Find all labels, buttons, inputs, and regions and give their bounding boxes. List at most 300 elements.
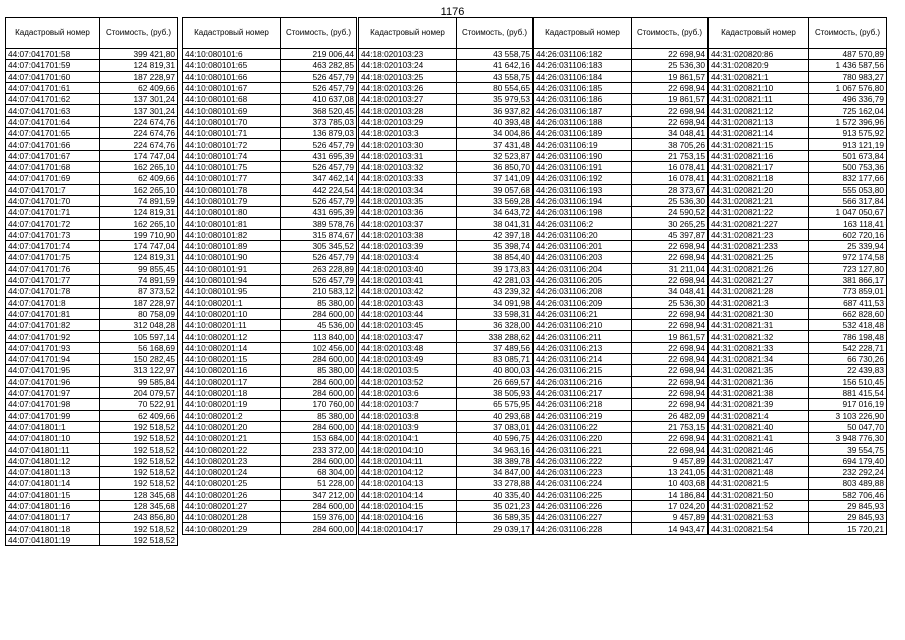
- cadastral-number-cell: 44:26:031106:194: [534, 195, 632, 206]
- cost-cell: 22 698,94: [632, 387, 708, 398]
- table-row: [183, 331, 357, 342]
- table-row: [359, 82, 533, 93]
- table-row: [709, 297, 887, 308]
- cost-cell: 39 554,75: [809, 444, 887, 455]
- cadastral-number-cell: 44:10:080201:1: [183, 297, 281, 308]
- cost-cell: 29 845,93: [809, 500, 887, 511]
- table-row: [359, 410, 533, 421]
- cadastral-number-cell: 44:18:020103:32: [359, 161, 457, 172]
- table-row: [359, 342, 533, 353]
- cadastral-number-cell: 44:10:080101:91: [183, 263, 281, 274]
- cadastral-number-cell: 44:26:031106:184: [534, 71, 632, 82]
- cost-cell: 14 943,47: [632, 523, 708, 534]
- cost-cell: 582 706,46: [809, 489, 887, 500]
- cadastral-number-cell: 44:26:031106:210: [534, 320, 632, 331]
- cadastral-number-cell: 44:10:080101:90: [183, 252, 281, 263]
- cost-cell: 192 518,52: [100, 478, 178, 489]
- table-row: [359, 286, 533, 297]
- cost-cell: 192 518,52: [100, 444, 178, 455]
- cost-cell: 219 006,44: [281, 49, 357, 60]
- table-row: [359, 478, 533, 489]
- table-row: [183, 274, 357, 285]
- cadastral-number-cell: 44:26:031106:222: [534, 455, 632, 466]
- cost-cell: 22 698,94: [632, 308, 708, 319]
- cadastral-number-cell: 44:07:041701:65: [6, 128, 100, 139]
- table-row: [534, 297, 708, 308]
- cost-cell: 24 590,52: [632, 207, 708, 218]
- cost-cell: 30 265,25: [632, 218, 708, 229]
- table-row: [6, 455, 178, 466]
- cadastral-number-cell: 44:26:031106:228: [534, 523, 632, 534]
- table-row: [534, 116, 708, 127]
- cadastral-number-cell: 44:31:020821:27: [709, 274, 809, 285]
- cost-cell: 35 021,23: [457, 500, 533, 511]
- cadastral-number-cell: 44:31:020821:1: [709, 71, 809, 82]
- cost-cell: 204 079,57: [100, 387, 178, 398]
- cost-cell: 87 373,52: [100, 286, 178, 297]
- cadastral-number-cell: 44:18:020104:12: [359, 466, 457, 477]
- cadastral-number-cell: 44:07:041701:64: [6, 116, 100, 127]
- table-row: [359, 399, 533, 410]
- table-row: [709, 489, 887, 500]
- cost-cell: 17 024,20: [632, 500, 708, 511]
- cost-cell: 33 569,28: [457, 195, 533, 206]
- cost-cell: 881 415,54: [809, 387, 887, 398]
- table-row: [534, 207, 708, 218]
- table-row: [359, 60, 533, 71]
- cadastral-number-cell: 44:18:020103:23: [359, 49, 457, 60]
- cost-cell: 1 067 576,80: [809, 82, 887, 93]
- cadastral-number-cell: 44:18:020103:41: [359, 274, 457, 285]
- table-row: [534, 500, 708, 511]
- cost-cell: 526 457,79: [281, 71, 357, 82]
- cadastral-number-cell: 44:07:041801:12: [6, 455, 100, 466]
- cost-cell: 305 345,52: [281, 241, 357, 252]
- cost-cell: 22 698,94: [632, 49, 708, 60]
- cost-cell: 725 162,04: [809, 105, 887, 116]
- cadastral-number-cell: 44:10:080201:28: [183, 512, 281, 523]
- cadastral-number-cell: 44:07:041801:1: [6, 421, 100, 432]
- table-row: [6, 218, 178, 229]
- cost-cell: 22 439,83: [809, 365, 887, 376]
- cadastral-number-cell: 44:31:020821:21: [709, 195, 809, 206]
- table-row: [6, 342, 178, 353]
- header-cadastral: Кадастровый номер: [183, 18, 281, 49]
- cost-cell: 1 572 396,96: [809, 116, 887, 127]
- cadastral-number-cell: 44:18:020103:37: [359, 218, 457, 229]
- table-row: [183, 455, 357, 466]
- cost-cell: 34 091,98: [457, 297, 533, 308]
- table-row: [6, 184, 178, 195]
- cost-cell: 16 078,41: [632, 161, 708, 172]
- cadastral-number-cell: 44:26:031106:215: [534, 365, 632, 376]
- table-row: [6, 320, 178, 331]
- table-row: [183, 49, 357, 60]
- table-row: [183, 297, 357, 308]
- table-row: [183, 116, 357, 127]
- table-row: [709, 161, 887, 172]
- cadastral-number-cell: 44:18:020103:6: [359, 387, 457, 398]
- cadastral-number-cell: 44:31:020821:11: [709, 94, 809, 105]
- cost-cell: 137 301,24: [100, 105, 178, 116]
- table-row: [6, 139, 178, 150]
- cadastral-number-cell: 44:07:041701:8: [6, 297, 100, 308]
- table-row: [709, 365, 887, 376]
- cost-cell: 22 698,94: [632, 274, 708, 285]
- cadastral-number-cell: 44:18:020103:7: [359, 399, 457, 410]
- cadastral-number-cell: 44:31:020821:36: [709, 376, 809, 387]
- table-row: [6, 128, 178, 139]
- table-row: [359, 489, 533, 500]
- cost-cell: 31 211,04: [632, 263, 708, 274]
- cadastral-number-cell: 44:07:041701:7: [6, 184, 100, 195]
- table-row: [709, 94, 887, 105]
- cost-cell: 399 421,80: [100, 49, 178, 60]
- cost-cell: 187 228,97: [100, 297, 178, 308]
- table-row: [183, 60, 357, 71]
- cadastral-number-cell: 44:31:020821:46: [709, 444, 809, 455]
- table-row: [6, 354, 178, 365]
- table-row: [359, 71, 533, 82]
- cadastral-number-cell: 44:07:041801:11: [6, 444, 100, 455]
- cadastral-number-cell: 44:10:080201:24: [183, 466, 281, 477]
- cadastral-number-cell: 44:07:041701:67: [6, 150, 100, 161]
- cadastral-number-cell: 44:10:080201:17: [183, 376, 281, 387]
- cadastral-number-cell: 44:18:020103:26: [359, 82, 457, 93]
- cadastral-number-cell: 44:07:041801:14: [6, 478, 100, 489]
- cadastral-number-cell: 44:31:020821:30: [709, 308, 809, 319]
- cost-cell: 22 698,94: [632, 433, 708, 444]
- cost-cell: 162 265,10: [100, 218, 178, 229]
- table-row: [6, 195, 178, 206]
- cadastral-number-cell: 44:07:041701:72: [6, 218, 100, 229]
- cost-cell: 694 179,40: [809, 455, 887, 466]
- table-row: [359, 274, 533, 285]
- cadastral-number-cell: 44:10:080101:68: [183, 94, 281, 105]
- cost-cell: 526 457,79: [281, 161, 357, 172]
- cost-cell: 532 418,48: [809, 320, 887, 331]
- cadastral-number-cell: 44:10:080101:70: [183, 116, 281, 127]
- table-row: [534, 410, 708, 421]
- table-row: [534, 387, 708, 398]
- table-row: [709, 71, 887, 82]
- cost-cell: 113 840,00: [281, 331, 357, 342]
- cadastral-number-cell: 44:07:041801:19: [6, 534, 100, 545]
- cost-cell: 602 720,16: [809, 229, 887, 240]
- table-row: [709, 331, 887, 342]
- cadastral-number-cell: 44:31:020821:25: [709, 252, 809, 263]
- cost-cell: 224 674,76: [100, 116, 178, 127]
- table-row: [6, 444, 178, 455]
- cost-cell: 128 345,68: [100, 500, 178, 511]
- cadastral-number-cell: 44:18:020103:9: [359, 421, 457, 432]
- table-row: [183, 161, 357, 172]
- table-row: [6, 263, 178, 274]
- cost-cell: 80 758,09: [100, 308, 178, 319]
- cadastral-number-cell: 44:18:020103:40: [359, 263, 457, 274]
- table-row: [183, 308, 357, 319]
- table-row: [183, 195, 357, 206]
- table-row: [183, 252, 357, 263]
- cost-cell: 162 265,10: [100, 161, 178, 172]
- cost-cell: 22 698,94: [632, 354, 708, 365]
- cadastral-number-cell: 44:18:020103:45: [359, 320, 457, 331]
- cadastral-number-cell: 44:10:080101:69: [183, 105, 281, 116]
- table-row: [359, 229, 533, 240]
- table-row: [534, 376, 708, 387]
- cadastral-number-cell: 44:31:020820:86: [709, 49, 809, 60]
- cost-cell: 526 457,79: [281, 82, 357, 93]
- cost-cell: 410 637,08: [281, 94, 357, 105]
- cadastral-number-cell: 44:18:020103:43: [359, 297, 457, 308]
- cost-cell: 62 409,66: [100, 82, 178, 93]
- cadastral-number-cell: 44:10:080101:80: [183, 207, 281, 218]
- cadastral-number-cell: 44:31:020821:17: [709, 161, 809, 172]
- table-row: [359, 139, 533, 150]
- cost-cell: 368 520,45: [281, 105, 357, 116]
- table-row: [6, 297, 178, 308]
- cost-cell: 526 457,79: [281, 274, 357, 285]
- table-row: [534, 128, 708, 139]
- cost-cell: 224 674,76: [100, 128, 178, 139]
- cadastral-number-cell: 44:18:020103:48: [359, 342, 457, 353]
- cadastral-number-cell: 44:26:031106:191: [534, 161, 632, 172]
- cost-cell: 373 785,03: [281, 116, 357, 127]
- cost-cell: 224 674,76: [100, 139, 178, 150]
- cadastral-number-cell: 44:07:041701:71: [6, 207, 100, 218]
- cost-cell: 780 983,27: [809, 71, 887, 82]
- cadastral-number-cell: 44:31:020821:52: [709, 500, 809, 511]
- table-row: [359, 116, 533, 127]
- table-row: [709, 173, 887, 184]
- cost-cell: 19 861,57: [632, 71, 708, 82]
- table-row: [709, 105, 887, 116]
- cadastral-number-cell: 44:10:080101:82: [183, 229, 281, 240]
- cost-cell: 45 397,87: [632, 229, 708, 240]
- cadastral-number-cell: 44:10:080101:95: [183, 286, 281, 297]
- table-row: [709, 82, 887, 93]
- cost-cell: 187 228,97: [100, 71, 178, 82]
- table-row: [534, 241, 708, 252]
- table-row: [183, 71, 357, 82]
- cadastral-number-cell: 44:18:020103:39: [359, 241, 457, 252]
- cadastral-number-cell: 44:10:080101:78: [183, 184, 281, 195]
- table-row: [709, 184, 887, 195]
- cost-cell: 19 861,57: [632, 94, 708, 105]
- cadastral-number-cell: 44:07:041701:96: [6, 376, 100, 387]
- cadastral-number-cell: 44:26:031106:193: [534, 184, 632, 195]
- table-row: [359, 466, 533, 477]
- cadastral-number-cell: 44:18:020103:28: [359, 105, 457, 116]
- cadastral-number-cell: 44:31:020821:23: [709, 229, 809, 240]
- cost-cell: 662 828,60: [809, 308, 887, 319]
- cost-cell: 21 753,15: [632, 421, 708, 432]
- table-row: [359, 263, 533, 274]
- table-row: [359, 94, 533, 105]
- table-row: [709, 320, 887, 331]
- cadastral-number-cell: 44:18:020103:30: [359, 139, 457, 150]
- cost-cell: 51 228,00: [281, 478, 357, 489]
- table-row: [6, 365, 178, 376]
- cost-cell: 22 698,94: [632, 82, 708, 93]
- cadastral-number-cell: 44:18:020103:5: [359, 365, 457, 376]
- table-row: [359, 150, 533, 161]
- cost-cell: 22 698,94: [632, 376, 708, 387]
- cadastral-number-cell: 44:26:031106:201: [534, 241, 632, 252]
- cadastral-number-cell: 44:18:020104:17: [359, 523, 457, 534]
- cost-cell: 526 457,79: [281, 195, 357, 206]
- cadastral-number-cell: 44:07:041701:92: [6, 331, 100, 342]
- cadastral-number-cell: 44:18:020103:25: [359, 71, 457, 82]
- cadastral-number-cell: 44:31:020821:26: [709, 263, 809, 274]
- table-row: [6, 376, 178, 387]
- cadastral-number-cell: 44:31:020821:31: [709, 320, 809, 331]
- cadastral-number-cell: 44:26:031106:21: [534, 308, 632, 319]
- cadastral-number-cell: 44:26:031106:223: [534, 466, 632, 477]
- cadastral-number-cell: 44:18:020104:10: [359, 444, 457, 455]
- table-row: [6, 229, 178, 240]
- cost-cell: 500 753,36: [809, 161, 887, 172]
- cadastral-number-cell: 44:07:041701:59: [6, 60, 100, 71]
- cadastral-number-cell: 44:18:020103:3: [359, 128, 457, 139]
- cadastral-number-cell: 44:18:020103:47: [359, 331, 457, 342]
- cost-cell: 33 598,31: [457, 308, 533, 319]
- cadastral-number-cell: 44:10:080201:2: [183, 410, 281, 421]
- cost-cell: 62 409,66: [100, 173, 178, 184]
- cadastral-number-cell: 44:31:020821:16: [709, 150, 809, 161]
- cadastral-number-cell: 44:31:020821:18: [709, 173, 809, 184]
- table-row: [183, 489, 357, 500]
- cost-cell: 85 380,00: [281, 297, 357, 308]
- cost-cell: 32 523,87: [457, 150, 533, 161]
- table-row: [534, 184, 708, 195]
- cadastral-number-cell: 44:26:031106:187: [534, 105, 632, 116]
- cadastral-number-cell: 44:10:080101:74: [183, 150, 281, 161]
- cadastral-number-cell: 44:26:031106:221: [534, 444, 632, 455]
- cost-cell: 102 456,00: [281, 342, 357, 353]
- cost-cell: 136 879,03: [281, 128, 357, 139]
- cadastral-number-cell: 44:18:020103:8: [359, 410, 457, 421]
- table-row: [6, 82, 178, 93]
- cost-cell: 34 048,41: [632, 286, 708, 297]
- table-row: [534, 286, 708, 297]
- table-row: [6, 512, 178, 523]
- cadastral-number-cell: 44:10:080201:10: [183, 308, 281, 319]
- cadastral-number-cell: 44:10:080101:71: [183, 128, 281, 139]
- cost-cell: 36 850,70: [457, 161, 533, 172]
- cadastral-number-cell: 44:07:041701:75: [6, 252, 100, 263]
- cadastral-table-5: [708, 17, 887, 535]
- cadastral-number-cell: 44:26:031106:203: [534, 252, 632, 263]
- cadastral-number-cell: 44:18:020104:1: [359, 433, 457, 444]
- cadastral-number-cell: 44:07:041701:66: [6, 139, 100, 150]
- cadastral-number-cell: 44:26:031106:189: [534, 128, 632, 139]
- cadastral-number-cell: 44:10:080101:81: [183, 218, 281, 229]
- cadastral-number-cell: 44:26:031106:20: [534, 229, 632, 240]
- table-row: [183, 184, 357, 195]
- cost-cell: 85 380,00: [281, 410, 357, 421]
- table-row: [709, 478, 887, 489]
- cadastral-number-cell: 44:07:041701:63: [6, 105, 100, 116]
- table-row: [183, 82, 357, 93]
- table-row: [183, 150, 357, 161]
- table-row: [534, 478, 708, 489]
- cadastral-number-cell: 44:31:020821:3: [709, 297, 809, 308]
- cost-cell: 284 600,00: [281, 421, 357, 432]
- table-row: [6, 207, 178, 218]
- table-row: [534, 308, 708, 319]
- table-row: [534, 523, 708, 534]
- cadastral-number-cell: 44:31:020821:22: [709, 207, 809, 218]
- cadastral-number-cell: 44:10:080101:67: [183, 82, 281, 93]
- cadastral-number-cell: 44:31:020821:227: [709, 218, 809, 229]
- table-row: [359, 173, 533, 184]
- cadastral-number-cell: 44:18:020104:16: [359, 512, 457, 523]
- cadastral-number-cell: 44:07:041701:58: [6, 49, 100, 60]
- cost-cell: 284 600,00: [281, 500, 357, 511]
- table-row: [183, 241, 357, 252]
- cost-cell: 105 597,14: [100, 331, 178, 342]
- cadastral-number-cell: 44:31:020821:4: [709, 410, 809, 421]
- cadastral-number-cell: 44:10:080101:77: [183, 173, 281, 184]
- cost-cell: 34 048,41: [632, 128, 708, 139]
- cadastral-number-cell: 44:07:041701:73: [6, 229, 100, 240]
- cost-cell: 37 489,56: [457, 342, 533, 353]
- cost-cell: 21 753,15: [632, 150, 708, 161]
- table-row: [6, 274, 178, 285]
- cost-cell: 192 518,52: [100, 523, 178, 534]
- cost-cell: 35 398,74: [457, 241, 533, 252]
- table-row: [183, 387, 357, 398]
- table-row: [6, 94, 178, 105]
- cost-cell: 25 536,30: [632, 297, 708, 308]
- cost-cell: 36 937,82: [457, 105, 533, 116]
- table-row: [709, 410, 887, 421]
- cadastral-number-cell: 44:07:041701:70: [6, 195, 100, 206]
- table-row: [6, 105, 178, 116]
- table-row: [534, 421, 708, 432]
- cost-cell: 36 589,35: [457, 512, 533, 523]
- table-row: [359, 320, 533, 331]
- table-row: [359, 218, 533, 229]
- cost-cell: 99 585,84: [100, 376, 178, 387]
- table-row: [6, 534, 178, 545]
- cost-cell: 487 570,89: [809, 49, 887, 60]
- cost-cell: 34 847,00: [457, 466, 533, 477]
- cadastral-number-cell: 44:18:020103:35: [359, 195, 457, 206]
- cadastral-number-cell: 44:18:020103:24: [359, 60, 457, 71]
- table-row: [183, 207, 357, 218]
- cost-cell: 192 518,52: [100, 455, 178, 466]
- table-row: [6, 410, 178, 421]
- table-row: [359, 308, 533, 319]
- table-row: [6, 71, 178, 82]
- cost-cell: 68 304,00: [281, 466, 357, 477]
- cost-cell: 3 948 776,30: [809, 433, 887, 444]
- cadastral-number-cell: 44:10:080201:22: [183, 444, 281, 455]
- cadastral-number-cell: 44:10:080201:21: [183, 433, 281, 444]
- table-row: [6, 399, 178, 410]
- header-cost: Стоимость, (руб.): [632, 18, 708, 49]
- cadastral-number-cell: 44:18:020103:34: [359, 184, 457, 195]
- table-row: [534, 331, 708, 342]
- cadastral-number-cell: 44:10:080101:6: [183, 49, 281, 60]
- cadastral-number-cell: 44:26:031106:19: [534, 139, 632, 150]
- cadastral-number-cell: 44:18:020103:38: [359, 229, 457, 240]
- cadastral-table-3: [358, 17, 533, 535]
- cadastral-number-cell: 44:26:031106:183: [534, 60, 632, 71]
- table-body: [359, 49, 533, 535]
